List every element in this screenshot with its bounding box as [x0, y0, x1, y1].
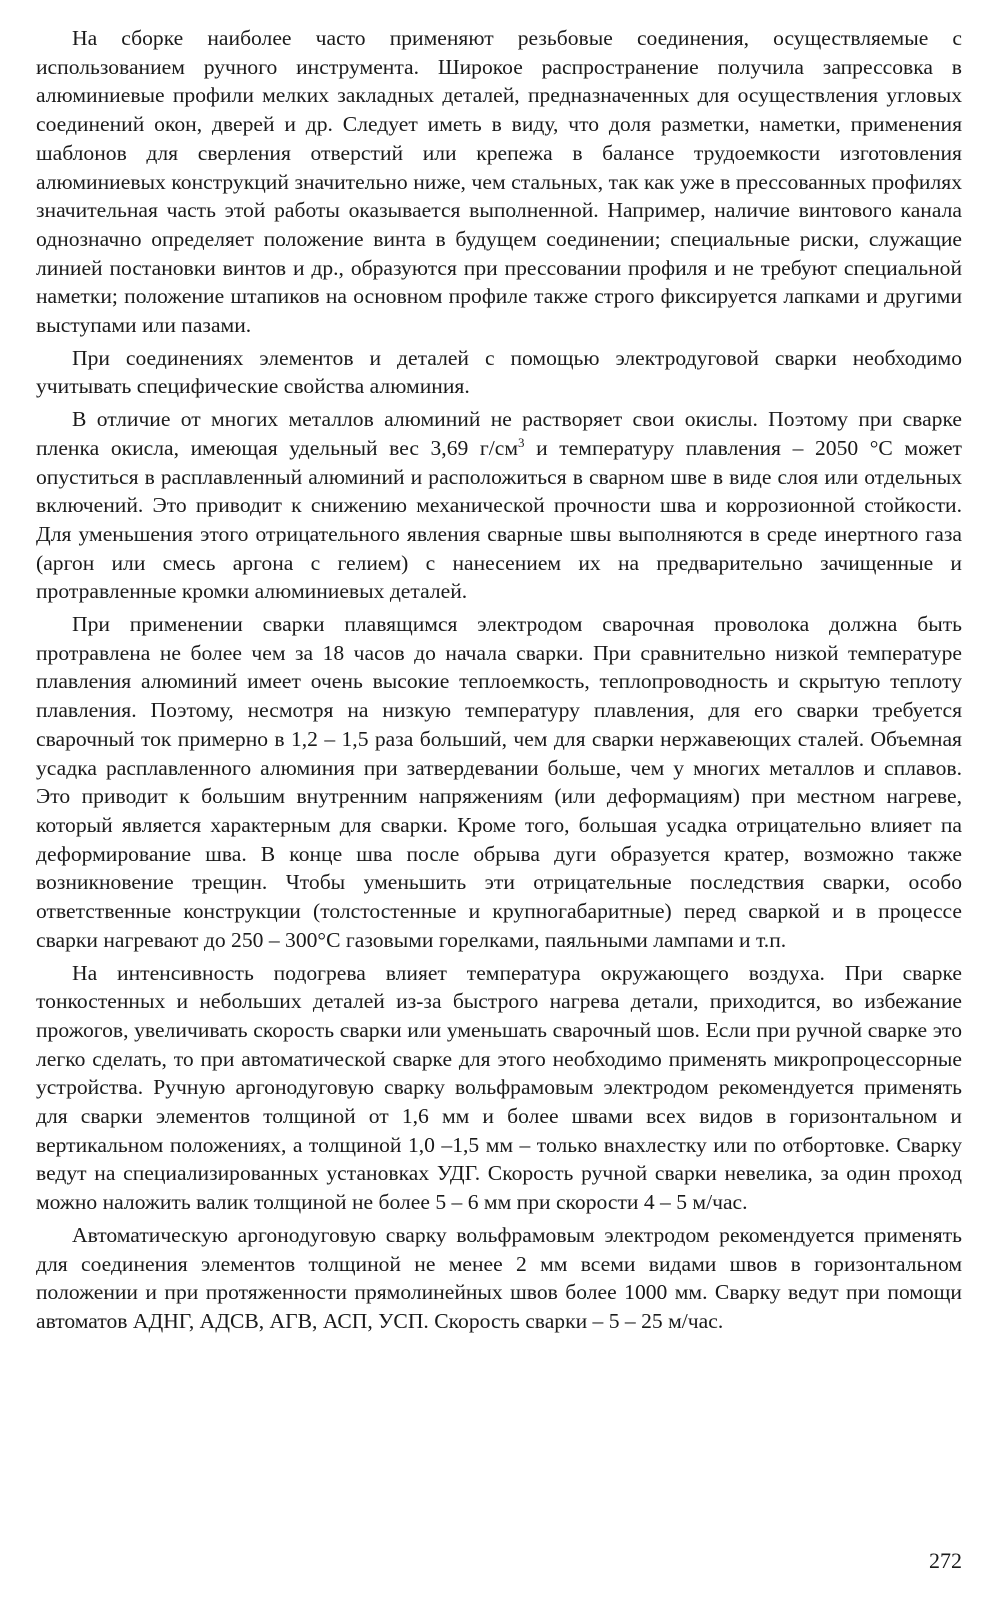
page-body — [36, 24, 962, 1340]
superscript-cube: 3 — [518, 434, 525, 450]
paragraph-oxide — [36, 405, 962, 606]
paragraph-welding-intro: При соединениях элементов и деталей с помощью электродуговой сварки необходимо учитывать специфические свойства алюминия. — [36, 345, 962, 399]
oxide-text-start: В отличие от многих металлов алюминий не растворяет свои окислы. Поэтому при сварке пленка окисла, имеющая удельный вес 3,69 г/см — [36, 407, 962, 460]
page-number: 272 — [929, 1548, 962, 1573]
paragraph-assembly: На сборке наиболее часто применяют резьбовые соединения, осуществляемые с использованием ручного инструмента. Широкое распространение получила запрессовка в алюминиевые профили мелких закладных деталей, предназначенных для осуществления угловых соединений окон, дверей и др. Следует иметь в виду, что доля разметки, наметки, применения шаблонов для сверления отверстий или крепежа в балансе трудоемкости изготовления алюминиевых конструкций значительно ниже, чем стальных, так как уже в прессованных профилях значительная часть этой работы оказывается выполненной. Например, наличие винтового канала однозначно определяет положение винта в будущем соединении; специальные риски, служащие линией постановки винтов и др., образуются при прессовании профиля и не требуют специальной наметки; положение штапиков на основном профиле также строго фиксируется лапками и другими выступами или пазами. — [36, 26, 962, 338]
paragraph-preheat: На интенсивность подогрева влияет температура окружающего воздуха. При сварке тонкостенных и небольших деталей из-за быстрого нагрева детали, приходится, во избежание прожогов, увеличивать скорость сварки или уменьшать сварочный шов. Если при ручной сварке это легко сделать, то при автоматической сварке для этого необходимо применять микропроцессорные устройства. Ручную аргонодуговую сварку вольфрамовым электродом рекомендуется применять для сварки элементов толщиной от 1,6 мм и более швами всех видов в горизонтальном и вертикальном положениях, а толщиной 1,0 –1,5 мм – только внахлестку или по отбортовке. Сварку ведут на специализированных установках УДГ. Скорость ручной сварки невелика, за один проход можно наложить валик толщиной не более 5 – 6 мм при скорости 4 – 5 м/час. — [36, 960, 962, 1215]
paragraph-automatic-welding: Автоматическую аргонодуговую сварку вольфрамовым электродом рекомендуется применять для соединения элементов толщиной не менее 2 мм всеми видами швов в горизонтальном положении и при протяженности прямолинейных швов более 1000 мм. Сварку ведут при помощи автоматов АДНГ, АДСВ, АГВ, АСП, УСП. Скорость сварки – 5 – 25 м/час. — [36, 1222, 962, 1333]
oxide-text-end: и температуру плавления – 2050 °С может опуститься в расплавленный алюминий и расположиться в сварном шве в виде слоя или отдельных включений. Это приводит к снижению механической прочности шва и коррозионной стойкости. Для уменьшения этого отрицательного явления сварные швы выполняются в среде инертного газа (аргон или смесь аргона с гелием) с нанесением их на предварительно зачищенные и протравленные кромки алюминиевых деталей. — [36, 435, 962, 604]
paragraph-consumable-electrode: При применении сварки плавящимся электродом сварочная проволока должна быть протравлена не более чем за 18 часов до начала сварки. При сравнительно низкой температуре плавления алюминий имеет очень высокие теплоемкость, теплопроводность и скрытую теплоту плавления. Поэтому, несмотря на низкую температуру плавления, для его сварки требуется сварочный ток примерно в 1,2 – 1,5 раза больший, чем для сварки нержавеющих сталей. Объемная усадка расплавленного алюминия при затвердевании больше, чем у многих металлов и сплавов. Это приводит к большим внутренним напряжениям (или деформациям) при местном нагреве, который является характерным для сварки. Кроме того, большая усадка отрицательно влияет па деформирование шва. В конце шва после обрыва дуги образуется кратер, возможно также возникновение трещин. Чтобы уменьшить эти отрицательные последствия сварки, особо ответственные конструкции (толстостенные и крупногабаритные) перед сваркой и в процессе сварки нагревают до 250 – 300°С газовыми горелками, паяльными лампами и т.п. — [36, 612, 962, 952]
